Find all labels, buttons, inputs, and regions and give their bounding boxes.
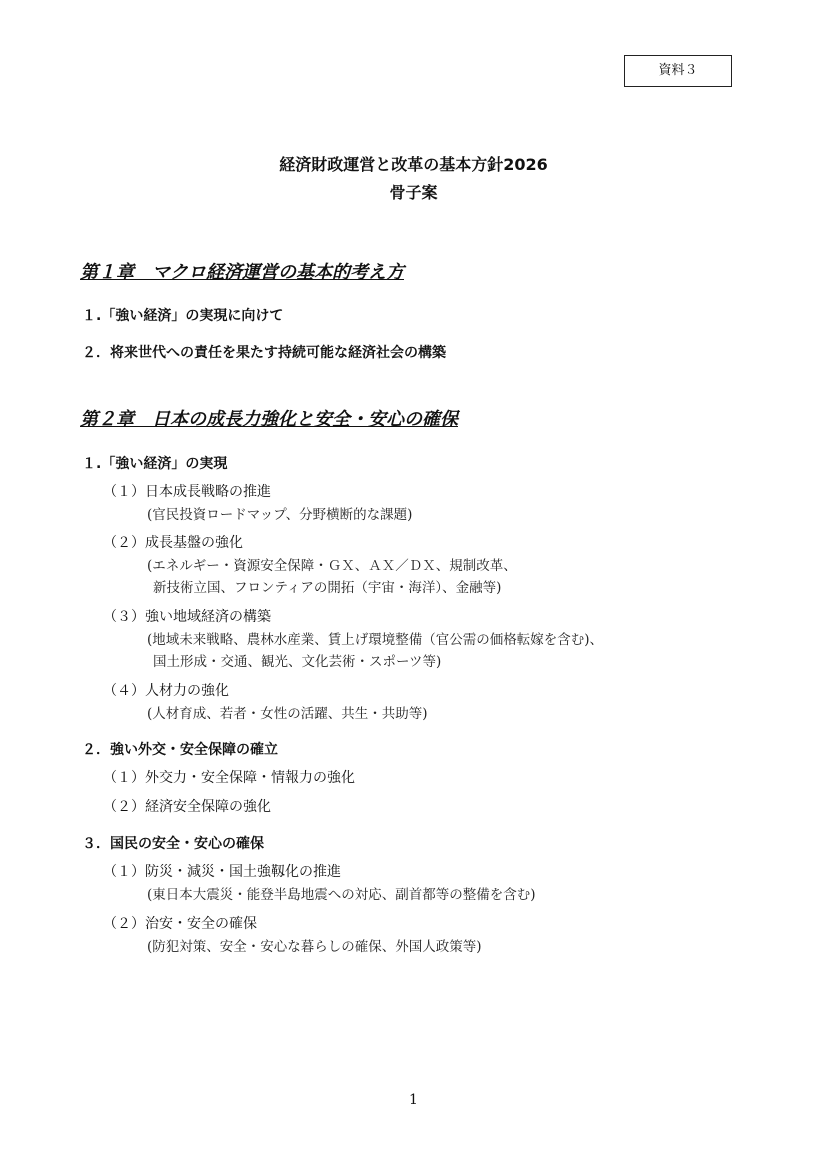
chapter-2-section-1-item-3-note: (地域未来戦略、農林水産業、賃上げ環境整備（官公需の価格転嫁を含む)、 [147, 632, 604, 648]
chapter-2-section-1-item-2: （２）成長基盤の強化 [103, 535, 243, 551]
chapter-2-section-1-item-2-note: (エネルギー・資源安全保障・ＧＸ、ＡＸ／ＤＸ、規制改革、 [147, 558, 517, 574]
chapter-2-section-1-item-1-note: (官民投資ロードマップ、分野横断的な課題) [147, 507, 413, 523]
chapter-2-section-3: ３．国民の安全・安心の確保 [82, 836, 264, 852]
chapter-2-heading: 第２章 日本の成長力強化と安全・安心の確保 [80, 409, 458, 430]
document-label-badge: 資料３ [624, 55, 732, 87]
chapter-2-section-3-item-2: （２）治安・安全の確保 [103, 916, 257, 932]
chapter-1-section-1: １.「強い経済」の実現に向けて [82, 308, 284, 324]
chapter-2-section-1-item-2-note-cont: 新技術立国、フロンティアの開拓（宇宙・海洋）、金融等) [153, 580, 502, 596]
chapter-2-section-1: １.「強い経済」の実現 [82, 456, 228, 472]
chapter-2-section-3-item-2-note: (防犯対策、安全・安心な暮らしの確保、外国人政策等) [147, 939, 482, 955]
document-title: 経済財政運営と改革の基本方針2026 [279, 155, 548, 174]
chapter-2-section-2-item-2: （２）経済安全保障の強化 [103, 799, 271, 815]
chapter-2-section-1-item-3: （３）強い地域経済の構築 [103, 609, 271, 625]
chapter-2-section-2: ２．強い外交・安全保障の確立 [82, 742, 278, 758]
chapter-2-section-2-item-1: （１）外交力・安全保障・情報力の強化 [103, 770, 355, 786]
document-subtitle: 骨子案 [389, 183, 438, 202]
chapter-2-section-1-item-1: （１）日本成長戦略の推進 [103, 484, 271, 500]
chapter-2-section-1-item-3-note-cont: 国土形成・交通、観光、文化芸術・スポーツ等) [153, 654, 442, 670]
chapter-2-section-1-item-4-note: (人材育成、若者・女性の活躍、共生・共助等) [147, 706, 428, 722]
chapter-2-section-3-item-1-note: (東日本大震災・能登半島地震への対応、副首都等の整備を含む) [147, 887, 536, 903]
chapter-1-section-2: ２．将来世代への責任を果たす持続可能な経済社会の構築 [82, 345, 446, 361]
chapter-2-section-1-item-4: （４）人材力の強化 [103, 683, 229, 699]
page-number: 1 [409, 1092, 418, 1108]
chapter-1-heading: 第１章 マクロ経済運営の基本的考え方 [80, 262, 404, 283]
chapter-2-section-3-item-1: （１）防災・減災・国土強靱化の推進 [103, 864, 341, 880]
